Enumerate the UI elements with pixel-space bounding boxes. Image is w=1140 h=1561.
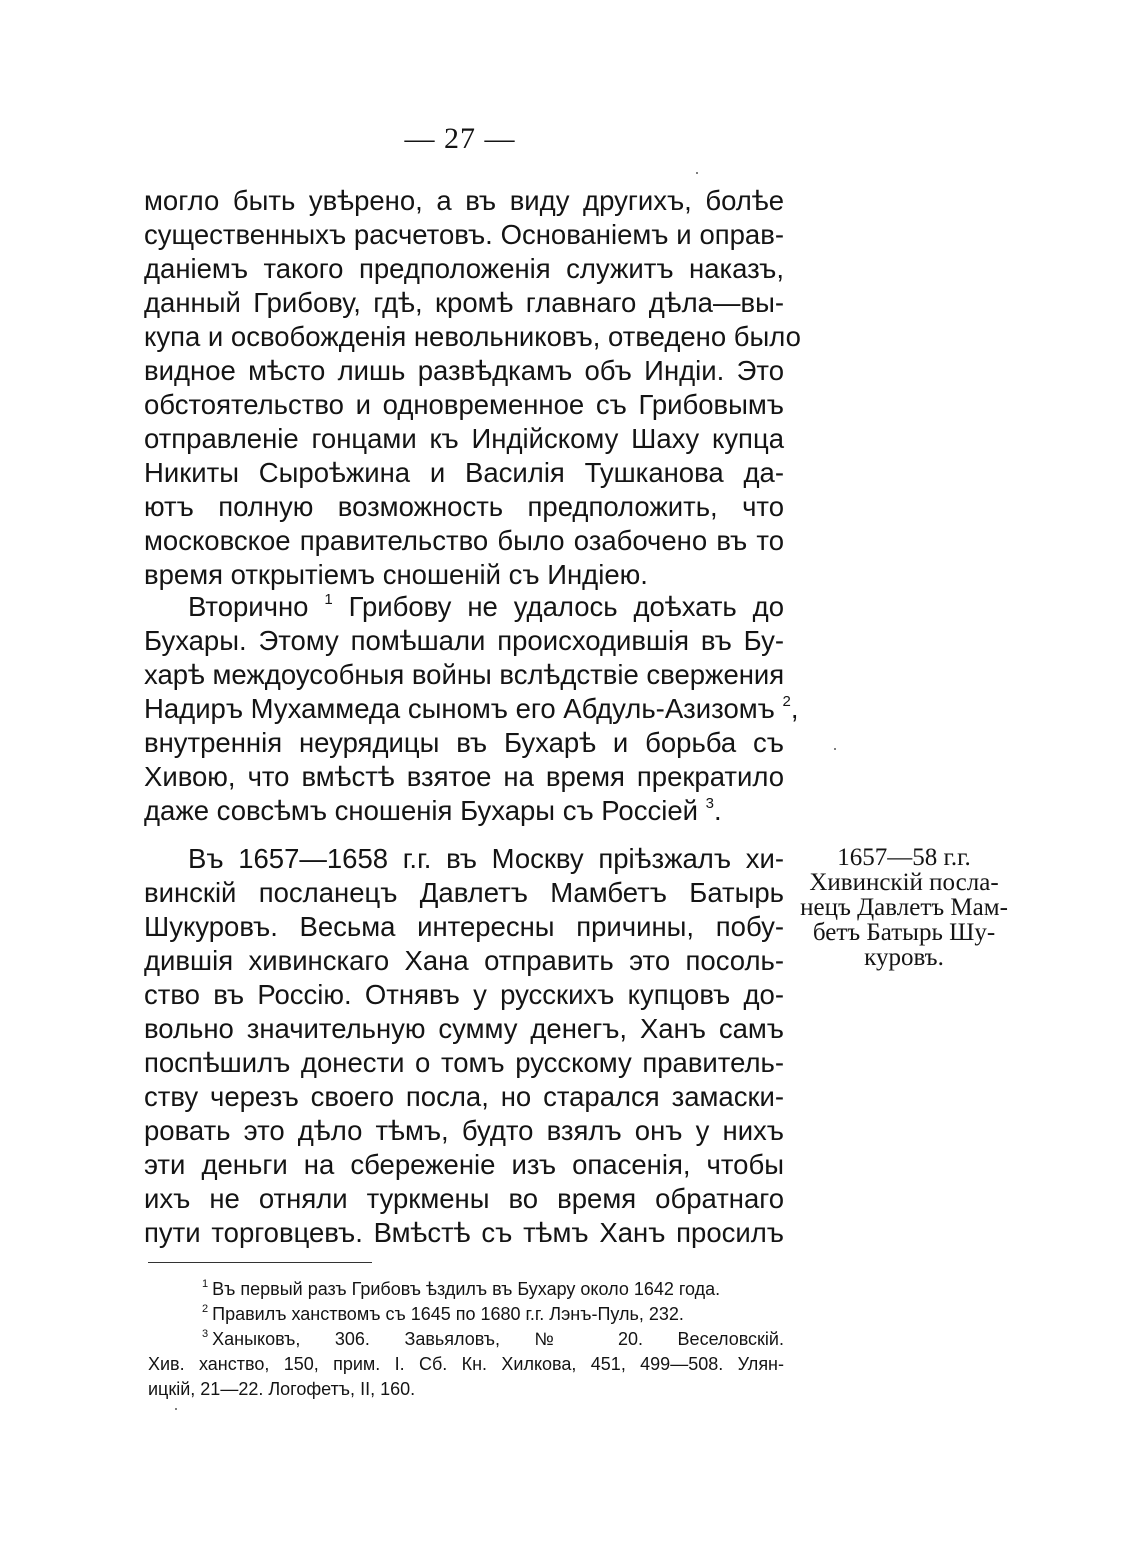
footnote-1: $^1$ Въ первый разъ Грибовъ ѣздилъ въ Бухару около 1642 года. — [202, 1278, 721, 1299]
text-line: Хивою, что вмѣстѣ взятое на время прекратило — [144, 761, 784, 792]
text-line: пути торговцевъ. Вмѣстѣ съ тѣмъ Ханъ просилъ — [144, 1217, 784, 1248]
text-line: Шукуровъ. Весьма интересны причины, побу- — [144, 911, 784, 942]
paragraph-2 — [144, 590, 799, 828]
footnote-ref: 1 — [324, 591, 333, 608]
text-line: ихъ не отняли туркмены во время обратнаго — [144, 1183, 784, 1214]
text-line: дившiя хивинскаго Хана отправить это посоль- — [144, 945, 784, 976]
text-line: обстоятельство и одновременное съ Грибовымъ — [144, 389, 784, 420]
footnote-ref: 3 — [705, 795, 714, 812]
footnote-3-continued: Хив. ханство, 150, прим. I. Сб. Кн. Хилкова, 451, 499—508. Улян- — [148, 1354, 784, 1374]
text-line: отправленiе гонцами къ Индiйскому Шаху купца — [144, 423, 784, 454]
margin-note — [795, 845, 1013, 970]
text-line: ство въ Россiю. Отнявъ у русскихъ купцовъ до- — [144, 979, 784, 1010]
margin-note-line: 1657—58 г.г. — [837, 844, 971, 871]
text-line: внутреннiя неурядицы въ Бухарѣ и борьба съ — [144, 727, 784, 758]
margin-note-line: Хивинскiй посла- — [809, 869, 999, 896]
text-line: вольно значительную сумму денегъ, Ханъ самъ — [144, 1013, 784, 1044]
margin-note-line: бетъ Батырь Шу- — [812, 919, 996, 946]
scan-speck — [696, 172, 698, 174]
text-line: московское правительство было озабочено въ то — [144, 525, 784, 556]
scan-speck — [834, 748, 836, 750]
text-line: даже совсѣмъ сношенiя Бухары съ Россiей $^3$. — [144, 795, 722, 826]
paragraph-1 — [144, 184, 801, 592]
footnote-3-continued: ицкiй, 21—22. Логофетъ, II, 160. — [148, 1379, 416, 1399]
footnote-3: $^3$ Ханыковъ, 306. Завьяловъ, № 20. Веселовскiй. — [202, 1328, 784, 1349]
text-line: Бухары. Этому помѣшали происходившiя въ Бу- — [144, 625, 784, 656]
page-number: — 27 — — [404, 122, 516, 155]
text-line: ютъ полную возможность предположить, что — [144, 491, 784, 522]
text-line: харѣ междоусобныя войны вслѣдствiе свержения — [144, 659, 785, 690]
text-line: поспѣшилъ донести о томъ русскому правитель- — [144, 1047, 784, 1078]
text-line: Въ 1657—1658 г.г. въ Москву прiѣзжалъ хи- — [188, 843, 784, 874]
footnote-ref: 2 — [782, 693, 791, 710]
text-line: видное мѣсто лишь развѣдкамъ объ Индiи. Это — [144, 355, 784, 386]
text-line: ству черезъ своего посла, но старался замаски- — [144, 1081, 784, 1112]
text-line: данiемъ такого предположенiя служитъ наказъ, — [144, 253, 784, 284]
margin-note-line: нецъ Давлетъ Мам- — [800, 894, 1008, 921]
text-line: существенныхъ расчетовъ. Основанiемъ и оправ- — [144, 219, 784, 250]
text-line: ровать это дѣло тѣмъ, будто взялъ онъ у нихъ — [144, 1115, 784, 1146]
text-line: данный Грибову, гдѣ, кромѣ главнаго дѣла—вы- — [144, 287, 784, 318]
text-line: Надиръ Мухаммеда сыномъ его Абдуль-Азизомъ $^2$, — [144, 693, 799, 724]
paragraph-3 — [144, 842, 784, 1250]
margin-note-line: куровъ. — [864, 944, 944, 971]
text-line: Никиты Сыроѣжина и Василiя Тушканова да- — [144, 457, 784, 488]
text-line: Вторично $^1$ Грибову не удалось доѣхать до — [188, 591, 784, 622]
footnote-separator — [148, 1262, 372, 1263]
text-line: винскiй посланецъ Давлетъ Мамбетъ Батырь — [144, 877, 784, 908]
text-line: купа и освобожденiя невольниковъ, отведено было — [144, 321, 801, 352]
text-line: время открытiемъ сношенiй съ Индiею. — [144, 559, 648, 590]
footnotes — [148, 1277, 784, 1402]
scan-speck — [175, 1408, 177, 1410]
footnote-2: $^2$ Правилъ ханствомъ съ 1645 по 1680 г.г. Лэнъ-Пуль, 232. — [202, 1303, 684, 1324]
text-line: могло быть увѣрено, а въ виду другихъ, болѣе — [144, 185, 784, 216]
text-line: эти деньги на сбереженiе изъ опасенiя, чтобы — [144, 1149, 784, 1180]
